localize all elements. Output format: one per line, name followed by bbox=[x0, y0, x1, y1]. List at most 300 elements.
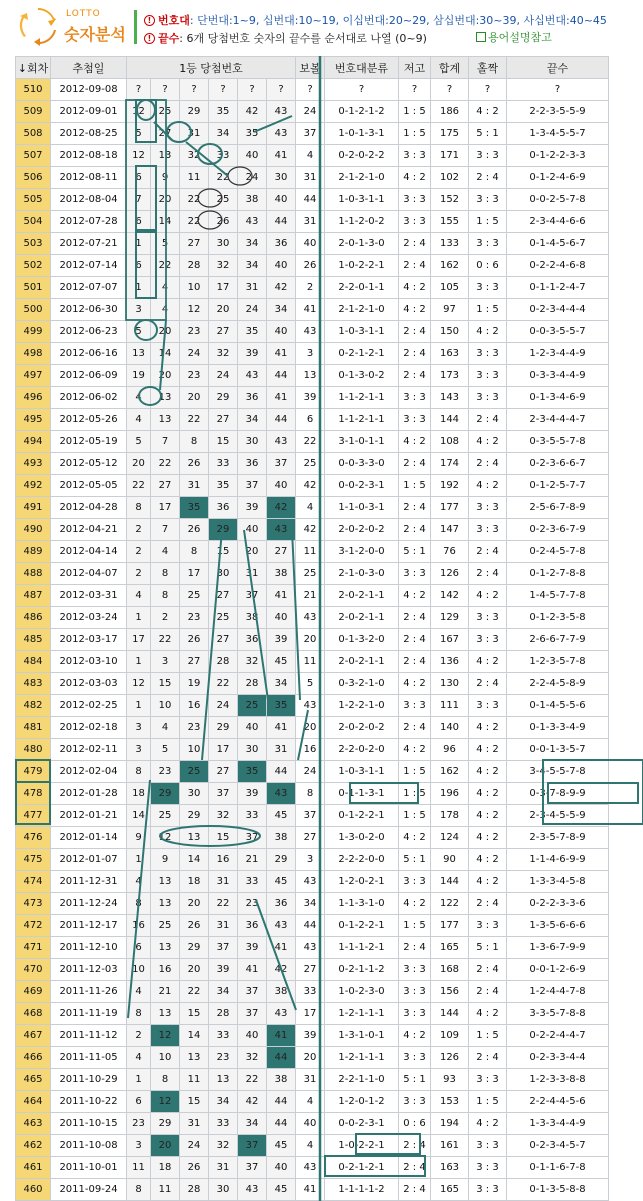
cell-num3: 35 bbox=[180, 497, 209, 519]
cell-odd-even: 4 : 2 bbox=[469, 651, 507, 673]
cell-num4: 37 bbox=[209, 783, 238, 805]
cell-num2: 11 bbox=[151, 1179, 180, 1201]
table-row bbox=[16, 409, 609, 431]
cell-num6: 45 bbox=[267, 1179, 296, 1201]
cell-bonus: 31 bbox=[296, 211, 325, 233]
cell-date: 2012-03-31 bbox=[51, 585, 127, 607]
cell-num1: 6 bbox=[127, 167, 151, 189]
cell-odd-even: 4 : 2 bbox=[469, 761, 507, 783]
cell-num1: 12 bbox=[127, 145, 151, 167]
cell-bonus: 31 bbox=[296, 167, 325, 189]
cell-odd-even: 4 : 2 bbox=[469, 1113, 507, 1135]
cell-low-high: 2 : 4 bbox=[399, 717, 431, 739]
cell-round[interactable]: 487 bbox=[16, 585, 51, 607]
cell-round[interactable]: 477 bbox=[16, 805, 51, 827]
cell-round[interactable]: 464 bbox=[16, 1091, 51, 1113]
cell-num1: 17 bbox=[127, 629, 151, 651]
cell-odd-even: 3 : 3 bbox=[469, 387, 507, 409]
cell-num1: 4 bbox=[127, 1047, 151, 1069]
cell-sum: 140 bbox=[431, 717, 469, 739]
cell-sum: 171 bbox=[431, 145, 469, 167]
cell-odd-even: 3 : 3 bbox=[469, 1157, 507, 1179]
cell-round[interactable]: 486 bbox=[16, 607, 51, 629]
cell-round[interactable]: 476 bbox=[16, 827, 51, 849]
cell-low-high: 3 : 3 bbox=[399, 409, 431, 431]
cell-num1: 3 bbox=[127, 299, 151, 321]
cell-range-class: 1-2-1-1-1 bbox=[325, 1047, 399, 1069]
cell-range-class: 0-1-1-3-1 bbox=[325, 783, 399, 805]
cell-num3: 20 bbox=[180, 387, 209, 409]
cell-round[interactable]: 475 bbox=[16, 849, 51, 871]
cell-low-high: 2 : 4 bbox=[399, 937, 431, 959]
cell-round[interactable]: 472 bbox=[16, 915, 51, 937]
cell-num3: 25 bbox=[180, 761, 209, 783]
cell-range-class: 1-1-0-3-1 bbox=[325, 497, 399, 519]
table-row bbox=[16, 893, 609, 915]
cell-num5: 31 bbox=[238, 563, 267, 585]
cell-num3: 24 bbox=[180, 1135, 209, 1157]
cell-round[interactable]: 506 bbox=[16, 167, 51, 189]
table-row bbox=[16, 607, 609, 629]
cell-num1: 2 bbox=[127, 563, 151, 585]
cell-num1: 9 bbox=[127, 827, 151, 849]
cell-last-digits: 0-3-5-5-7-8 bbox=[507, 431, 609, 453]
cell-low-high: 3 : 3 bbox=[399, 871, 431, 893]
cell-sum: 111 bbox=[431, 695, 469, 717]
cell-sum: ? bbox=[431, 79, 469, 101]
cell-num5: 25 bbox=[238, 695, 267, 717]
cell-num4: 39 bbox=[209, 959, 238, 981]
cell-low-high: 2 : 4 bbox=[399, 1135, 431, 1157]
cell-round[interactable]: 471 bbox=[16, 937, 51, 959]
cell-sum: 144 bbox=[431, 1003, 469, 1025]
cell-range-class: 0-1-3-2-0 bbox=[325, 629, 399, 651]
cell-last-digits: 0-1-2-4-6-9 bbox=[507, 167, 609, 189]
table-row bbox=[16, 497, 609, 519]
cell-range-class: 2-0-2-1-1 bbox=[325, 585, 399, 607]
cell-odd-even: 3 : 3 bbox=[469, 277, 507, 299]
table-row bbox=[16, 739, 609, 761]
cell-round[interactable]: 473 bbox=[16, 893, 51, 915]
cell-num6: 38 bbox=[267, 827, 296, 849]
glossary-link-label: 용어설명참고 bbox=[488, 31, 552, 44]
cell-num4: 32 bbox=[209, 343, 238, 365]
cell-odd-even: 4 : 2 bbox=[469, 321, 507, 343]
cell-num6: 38 bbox=[267, 563, 296, 585]
cell-odd-even: 3 : 3 bbox=[469, 233, 507, 255]
cell-round[interactable]: 481 bbox=[16, 717, 51, 739]
cell-last-digits: 0-2-2-4-4-7 bbox=[507, 1025, 609, 1047]
cell-sum: 153 bbox=[431, 1091, 469, 1113]
cell-num4: 20 bbox=[209, 299, 238, 321]
table-row bbox=[16, 651, 609, 673]
cell-last-digits: 2-3-4-4-6-6 bbox=[507, 211, 609, 233]
cell-odd-even: 2 : 4 bbox=[469, 1047, 507, 1069]
cell-num3: 23 bbox=[180, 321, 209, 343]
cell-num5: 40 bbox=[238, 519, 267, 541]
lotto-logo[interactable] bbox=[18, 6, 130, 48]
cell-num1: 2 bbox=[127, 519, 151, 541]
header-divider bbox=[134, 10, 137, 44]
cell-range-class: 0-2-1-2-1 bbox=[325, 343, 399, 365]
cell-num4: 22 bbox=[209, 673, 238, 695]
cell-low-high: 1 : 5 bbox=[399, 915, 431, 937]
cell-low-high: 1 : 5 bbox=[399, 475, 431, 497]
cell-date: 2012-09-01 bbox=[51, 101, 127, 123]
cell-odd-even: 4 : 2 bbox=[469, 585, 507, 607]
cell-date: 2011-09-24 bbox=[51, 1179, 127, 1201]
table-row bbox=[16, 1003, 609, 1025]
cell-num5: 39 bbox=[238, 343, 267, 365]
cell-round[interactable]: 488 bbox=[16, 563, 51, 585]
table-row bbox=[16, 233, 609, 255]
cell-round[interactable]: 463 bbox=[16, 1113, 51, 1135]
cell-round[interactable]: 491 bbox=[16, 497, 51, 519]
cell-num6: 31 bbox=[267, 739, 296, 761]
cell-num2: ? bbox=[151, 79, 180, 101]
cell-round[interactable]: 465 bbox=[16, 1069, 51, 1091]
cell-num3: 23 bbox=[180, 717, 209, 739]
cell-low-high: 2 : 4 bbox=[399, 629, 431, 651]
cell-round[interactable]: 502 bbox=[16, 255, 51, 277]
cell-last-digits: 0-1-2-2-3-3 bbox=[507, 145, 609, 167]
cell-round[interactable]: 490 bbox=[16, 519, 51, 541]
cell-num6: 44 bbox=[267, 409, 296, 431]
cell-num3: 23 bbox=[180, 607, 209, 629]
cell-num4: 22 bbox=[209, 167, 238, 189]
cell-num3: 31 bbox=[180, 123, 209, 145]
cell-date: 2012-08-11 bbox=[51, 167, 127, 189]
cell-sum: 165 bbox=[431, 937, 469, 959]
glossary-link[interactable] bbox=[476, 29, 552, 45]
cell-round[interactable]: 466 bbox=[16, 1047, 51, 1069]
cell-num1: 22 bbox=[127, 475, 151, 497]
alert-icon: ! bbox=[144, 33, 155, 44]
cell-num2: 20 bbox=[151, 365, 180, 387]
cell-date: 2011-12-31 bbox=[51, 871, 127, 893]
cell-num5: 37 bbox=[238, 475, 267, 497]
cell-num6: 29 bbox=[267, 849, 296, 871]
cell-round[interactable]: 501 bbox=[16, 277, 51, 299]
cell-bonus: 43 bbox=[296, 1157, 325, 1179]
cell-num4: 29 bbox=[209, 717, 238, 739]
cell-range-class: 1-1-1-1-2 bbox=[325, 1179, 399, 1201]
cell-low-high: 5 : 1 bbox=[399, 541, 431, 563]
cell-num5: 34 bbox=[238, 409, 267, 431]
cell-last-digits: 0-1-2-7-8-8 bbox=[507, 563, 609, 585]
cell-odd-even: 1 : 5 bbox=[469, 1091, 507, 1113]
cell-range-class: 2-2-0-1-1 bbox=[325, 277, 399, 299]
cell-bonus: 24 bbox=[296, 761, 325, 783]
cell-sum: 109 bbox=[431, 1025, 469, 1047]
cell-num2: 13 bbox=[151, 893, 180, 915]
legend-last-digit bbox=[144, 30, 427, 46]
cell-round[interactable]: 508 bbox=[16, 123, 51, 145]
cell-num3: 20 bbox=[180, 959, 209, 981]
cell-low-high: 2 : 4 bbox=[399, 497, 431, 519]
cell-range-class: 1-1-2-1-1 bbox=[325, 387, 399, 409]
cell-num5: 37 bbox=[238, 1157, 267, 1179]
cell-num5: 43 bbox=[238, 211, 267, 233]
cell-num4: 31 bbox=[209, 871, 238, 893]
cell-num1: 18 bbox=[127, 783, 151, 805]
table-row bbox=[16, 937, 609, 959]
cell-range-class: 2-0-2-1-1 bbox=[325, 651, 399, 673]
cell-date: 2012-01-28 bbox=[51, 783, 127, 805]
cell-sum: 126 bbox=[431, 563, 469, 585]
cell-odd-even: 2 : 4 bbox=[469, 563, 507, 585]
cell-sum: 162 bbox=[431, 255, 469, 277]
cell-sum: 177 bbox=[431, 915, 469, 937]
cell-num6: 43 bbox=[267, 783, 296, 805]
table-row bbox=[16, 1179, 609, 1201]
table-row bbox=[16, 783, 609, 805]
cell-num1: 4 bbox=[127, 585, 151, 607]
cell-range-class: 2-2-1-1-0 bbox=[325, 1069, 399, 1091]
cell-sum: 96 bbox=[431, 739, 469, 761]
cell-num4: 32 bbox=[209, 805, 238, 827]
cell-num6: 45 bbox=[267, 805, 296, 827]
cell-num1: 12 bbox=[127, 101, 151, 123]
cell-num3: 27 bbox=[180, 651, 209, 673]
cell-bonus: 37 bbox=[296, 123, 325, 145]
cell-num4: ? bbox=[209, 79, 238, 101]
cell-last-digits: 2-6-6-7-7-9 bbox=[507, 629, 609, 651]
logo-subtitle: LOTTO bbox=[66, 9, 101, 19]
cell-round[interactable]: 484 bbox=[16, 651, 51, 673]
cell-round[interactable]: 485 bbox=[16, 629, 51, 651]
cell-num5: 23 bbox=[238, 893, 267, 915]
cell-round[interactable]: 470 bbox=[16, 959, 51, 981]
cell-sum: 144 bbox=[431, 871, 469, 893]
cell-round[interactable]: 469 bbox=[16, 981, 51, 1003]
cell-round[interactable]: 500 bbox=[16, 299, 51, 321]
cell-range-class: 1-3-1-0-1 bbox=[325, 1025, 399, 1047]
col-header-round[interactable]: ↓회차 bbox=[16, 57, 51, 79]
cell-num1: 4 bbox=[127, 871, 151, 893]
cell-last-digits: 2-5-6-7-8-9 bbox=[507, 497, 609, 519]
cell-low-high: 2 : 4 bbox=[399, 519, 431, 541]
cell-num6: 38 bbox=[267, 981, 296, 1003]
cell-sum: 163 bbox=[431, 1157, 469, 1179]
cell-num1: 7 bbox=[127, 189, 151, 211]
alert-icon: ! bbox=[144, 15, 155, 26]
cell-round[interactable]: 505 bbox=[16, 189, 51, 211]
cell-bonus: 20 bbox=[296, 629, 325, 651]
cell-last-digits: 0-2-2-4-6-8 bbox=[507, 255, 609, 277]
cell-odd-even: 3 : 3 bbox=[469, 695, 507, 717]
cell-num2: 4 bbox=[151, 541, 180, 563]
cell-sum: 167 bbox=[431, 629, 469, 651]
cell-num4: 25 bbox=[209, 607, 238, 629]
cell-num4: 25 bbox=[209, 189, 238, 211]
cell-num3: 11 bbox=[180, 167, 209, 189]
cell-round[interactable]: 495 bbox=[16, 409, 51, 431]
cell-num6: 34 bbox=[267, 673, 296, 695]
cell-odd-even: 4 : 2 bbox=[469, 783, 507, 805]
legend-last-digit-title: 끝수 bbox=[158, 32, 180, 45]
cell-num6: 44 bbox=[267, 1113, 296, 1135]
cell-num2: 14 bbox=[151, 211, 180, 233]
cell-num6: 45 bbox=[267, 871, 296, 893]
cell-num4: 36 bbox=[209, 497, 238, 519]
cell-low-high: 3 : 3 bbox=[399, 1003, 431, 1025]
cell-low-high: 2 : 4 bbox=[399, 607, 431, 629]
cell-num6: 40 bbox=[267, 255, 296, 277]
cell-num5: 37 bbox=[238, 1135, 267, 1157]
cell-sum: 174 bbox=[431, 453, 469, 475]
table-row bbox=[16, 827, 609, 849]
cell-num3: 29 bbox=[180, 805, 209, 827]
cell-num1: 3 bbox=[127, 739, 151, 761]
cell-odd-even: 3 : 3 bbox=[469, 915, 507, 937]
cell-round[interactable]: 462 bbox=[16, 1135, 51, 1157]
cell-low-high: 3 : 3 bbox=[399, 959, 431, 981]
cell-round[interactable]: 483 bbox=[16, 673, 51, 695]
cell-num2: 20 bbox=[151, 321, 180, 343]
table-row bbox=[16, 79, 609, 101]
cell-round[interactable]: 509 bbox=[16, 101, 51, 123]
cell-round[interactable]: 467 bbox=[16, 1025, 51, 1047]
cell-round[interactable]: 489 bbox=[16, 541, 51, 563]
cell-sum: 93 bbox=[431, 1069, 469, 1091]
cell-bonus: 2 bbox=[296, 277, 325, 299]
cell-num6: 43 bbox=[267, 915, 296, 937]
cell-last-digits: 0-0-2-5-7-8 bbox=[507, 189, 609, 211]
cell-num6: 38 bbox=[267, 1069, 296, 1091]
table-row bbox=[16, 761, 609, 783]
cell-range-class: 0-2-0-2-2 bbox=[325, 145, 399, 167]
cell-odd-even: 2 : 4 bbox=[469, 409, 507, 431]
cell-round[interactable]: 494 bbox=[16, 431, 51, 453]
cell-range-class: 2-0-1-3-0 bbox=[325, 233, 399, 255]
cell-round[interactable]: 507 bbox=[16, 145, 51, 167]
cell-num1: 8 bbox=[127, 1179, 151, 1201]
cell-round[interactable]: 499 bbox=[16, 321, 51, 343]
cell-range-class: ? bbox=[325, 79, 399, 101]
cell-date: 2012-03-17 bbox=[51, 629, 127, 651]
cell-range-class: 0-2-1-1-2 bbox=[325, 959, 399, 981]
cell-round[interactable]: 492 bbox=[16, 475, 51, 497]
cell-range-class: 1-0-2-2-1 bbox=[325, 255, 399, 277]
cell-bonus: 37 bbox=[296, 805, 325, 827]
cell-sum: 105 bbox=[431, 277, 469, 299]
cell-low-high: 3 : 3 bbox=[399, 1047, 431, 1069]
cell-odd-even: 3 : 3 bbox=[469, 343, 507, 365]
cell-num5: 39 bbox=[238, 497, 267, 519]
cell-round[interactable]: 474 bbox=[16, 871, 51, 893]
cell-bonus: 4 bbox=[296, 497, 325, 519]
cell-round[interactable]: 480 bbox=[16, 739, 51, 761]
cell-num6: 43 bbox=[267, 1003, 296, 1025]
cell-num6: 41 bbox=[267, 387, 296, 409]
table-row bbox=[16, 189, 609, 211]
col-header-date: 추첨일 bbox=[51, 57, 127, 79]
cell-round[interactable]: 479 bbox=[16, 761, 51, 783]
cell-round[interactable]: 496 bbox=[16, 387, 51, 409]
cell-round[interactable]: 460 bbox=[16, 1179, 51, 1201]
cell-bonus: 33 bbox=[296, 981, 325, 1003]
cell-low-high: 4 : 2 bbox=[399, 893, 431, 915]
cell-sum: 175 bbox=[431, 123, 469, 145]
cell-range-class: 2-2-2-0-0 bbox=[325, 849, 399, 871]
cell-low-high: 2 : 4 bbox=[399, 1157, 431, 1179]
cell-num3: 31 bbox=[180, 1113, 209, 1135]
cell-range-class: 2-0-2-0-2 bbox=[325, 717, 399, 739]
cell-num4: 30 bbox=[209, 1179, 238, 1201]
cell-round[interactable]: 504 bbox=[16, 211, 51, 233]
cell-num5: 43 bbox=[238, 1179, 267, 1201]
table-row bbox=[16, 145, 609, 167]
cell-last-digits: 2-2-4-4-5-6 bbox=[507, 1091, 609, 1113]
cell-odd-even: 4 : 2 bbox=[469, 805, 507, 827]
cell-round[interactable]: 461 bbox=[16, 1157, 51, 1179]
table-row bbox=[16, 915, 609, 937]
cell-round[interactable]: 497 bbox=[16, 365, 51, 387]
cell-low-high: 5 : 1 bbox=[399, 849, 431, 871]
cell-num5: 36 bbox=[238, 629, 267, 651]
cell-num4: 37 bbox=[209, 937, 238, 959]
cell-date: 2011-10-08 bbox=[51, 1135, 127, 1157]
cell-num5: 37 bbox=[238, 1003, 267, 1025]
table-row bbox=[16, 519, 609, 541]
table-row bbox=[16, 673, 609, 695]
cell-last-digits: 1-1-4-6-9-9 bbox=[507, 849, 609, 871]
cell-num1: 1 bbox=[127, 849, 151, 871]
cell-date: 2011-12-10 bbox=[51, 937, 127, 959]
cell-range-class: 2-0-2-0-2 bbox=[325, 519, 399, 541]
cell-round[interactable]: 478 bbox=[16, 783, 51, 805]
cell-date: 2011-11-05 bbox=[51, 1047, 127, 1069]
cell-odd-even: 1 : 5 bbox=[469, 211, 507, 233]
cell-num4: 27 bbox=[209, 585, 238, 607]
cell-num4: 16 bbox=[209, 849, 238, 871]
cell-num1: 4 bbox=[127, 409, 151, 431]
cell-odd-even: 5 : 1 bbox=[469, 123, 507, 145]
cell-bonus: 8 bbox=[296, 783, 325, 805]
cell-sum: 173 bbox=[431, 365, 469, 387]
cell-round[interactable]: 482 bbox=[16, 695, 51, 717]
legend-number-range-text: : 단번대:1~9, 십번대:10~19, 이십번대:20~29, 삼십번대:30~39, 사십번대:40~45 bbox=[189, 14, 607, 27]
cell-sum: 136 bbox=[431, 651, 469, 673]
cell-odd-even: 1 : 5 bbox=[469, 1025, 507, 1047]
cell-num5: 43 bbox=[238, 365, 267, 387]
cell-num6: 45 bbox=[267, 651, 296, 673]
cell-round[interactable]: 493 bbox=[16, 453, 51, 475]
cell-sum: 161 bbox=[431, 1135, 469, 1157]
cell-round[interactable]: 468 bbox=[16, 1003, 51, 1025]
cell-num3: 24 bbox=[180, 343, 209, 365]
cell-range-class: 0-1-3-0-2 bbox=[325, 365, 399, 387]
cell-last-digits: 3-3-5-7-8-8 bbox=[507, 1003, 609, 1025]
cell-round[interactable]: 498 bbox=[16, 343, 51, 365]
cell-odd-even: 4 : 2 bbox=[469, 871, 507, 893]
cell-odd-even: 4 : 2 bbox=[469, 739, 507, 761]
cell-num2: 29 bbox=[151, 1113, 180, 1135]
cell-range-class: 2-1-2-1-0 bbox=[325, 167, 399, 189]
cell-num1: 1 bbox=[127, 1069, 151, 1091]
cell-round[interactable]: 503 bbox=[16, 233, 51, 255]
cell-num2: 20 bbox=[151, 189, 180, 211]
cell-odd-even: 2 : 4 bbox=[469, 541, 507, 563]
cell-num4: 33 bbox=[209, 1025, 238, 1047]
cell-last-digits: 3-4-5-5-7-8 bbox=[507, 761, 609, 783]
cell-round[interactable]: 510 bbox=[16, 79, 51, 101]
cell-range-class: 0-1-2-2-1 bbox=[325, 915, 399, 937]
cell-low-high: 1 : 5 bbox=[399, 783, 431, 805]
cell-num6: 36 bbox=[267, 893, 296, 915]
cell-num1: 23 bbox=[127, 1113, 151, 1135]
